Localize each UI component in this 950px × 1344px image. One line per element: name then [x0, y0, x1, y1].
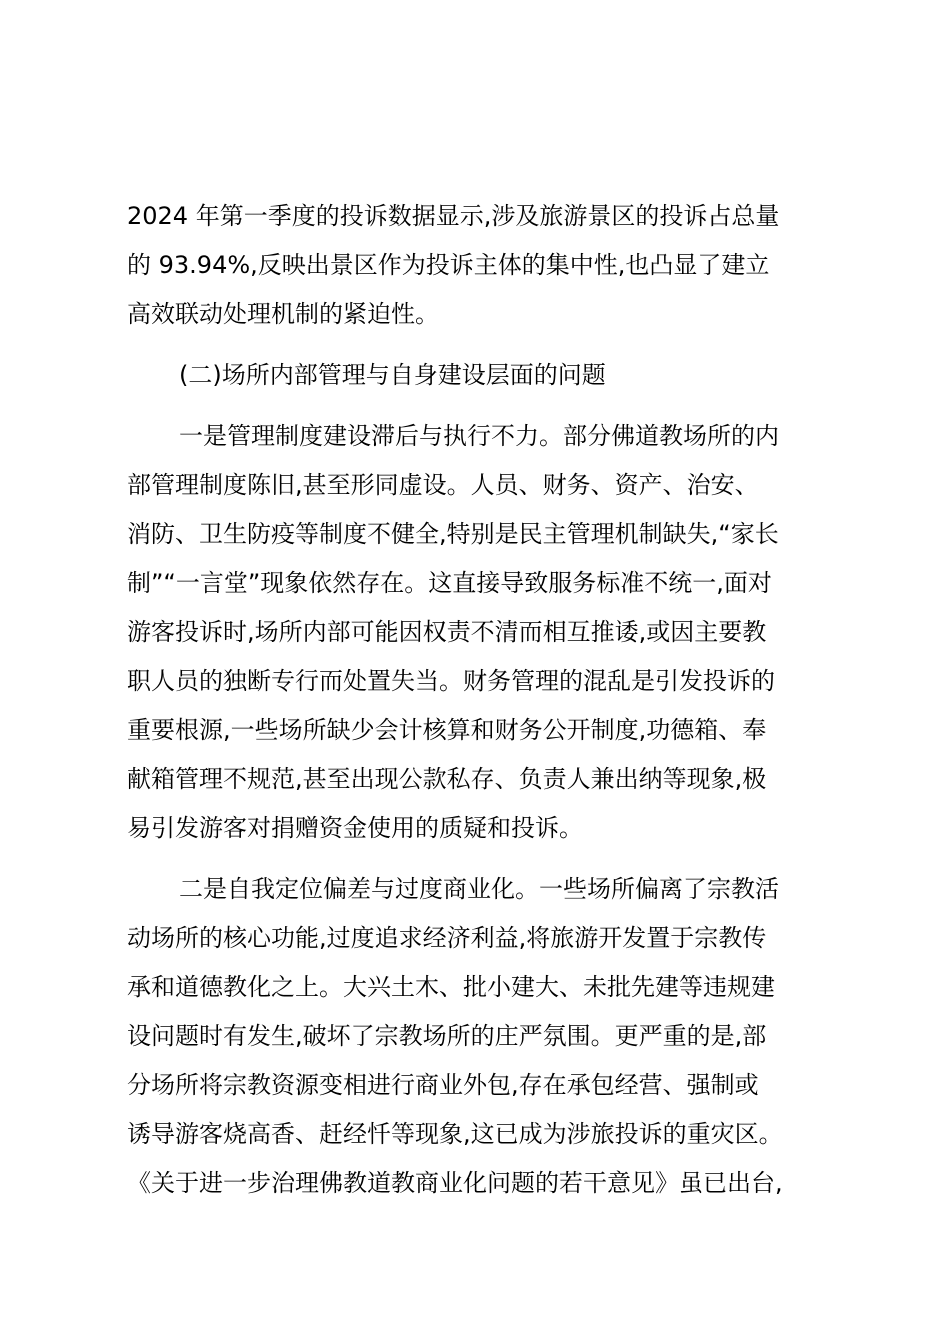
text-line: 消防、卫生防疫等制度不健全,特别是民主管理机制缺失,“家长 — [127, 520, 779, 548]
text-line: 职人员的独断专行而处置失当。财务管理的混乱是引发投诉的 — [127, 667, 775, 695]
text-line: 诱导游客烧高香、赶经忏等现象,这已成为涉旅投诉的重灾区。 — [127, 1120, 783, 1148]
text-line: 重要根源,一些场所缺少会计核算和财务公开制度,功德箱、奉 — [127, 716, 767, 744]
text-line: 制”“一言堂”现象依然存在。这直接导致服务标准不统一,面对 — [127, 569, 772, 597]
text-line: 易引发游客对捐赠资金使用的质疑和投诉。 — [127, 814, 583, 842]
text-line: 的 93.94%,反映出景区作为投诉主体的集中性,也凸显了建立 — [127, 251, 770, 279]
text-line: 献箱管理不规范,甚至出现公款私存、负责人兼出纳等现象,极 — [127, 765, 767, 793]
text-line: 分场所将宗教资源变相进行商业外包,存在承包经营、强制或 — [127, 1071, 759, 1099]
text-line: 动场所的核心功能,过度追求经济利益,将旅游开发置于宗教传 — [127, 924, 767, 952]
text-line: 游客投诉时,场所内部可能因权责不清而相互推诿,或因主要教 — [127, 618, 767, 646]
document-body — [127, 192, 827, 1208]
paragraph-commercialization — [127, 865, 827, 1208]
paragraph-management-system — [127, 412, 827, 853]
text-line: 二是自我定位偏差与过度商业化。一些场所偏离了宗教活 — [179, 875, 779, 903]
text-line: 设问题时有发生,破坏了宗教场所的庄严氛围。更严重的是,部 — [127, 1022, 767, 1050]
paragraph-complaint-data — [127, 192, 827, 339]
paragraph-spacer — [127, 853, 827, 865]
text-line: 2024 年第一季度的投诉数据显示,涉及旅游景区的投诉占总量 — [127, 202, 780, 230]
text-line: 一是管理制度建设滞后与执行不力。部分佛道教场所的内 — [179, 422, 779, 450]
text-line: 《关于进一步治理佛教道教商业化问题的若干意见》虽已出台, — [127, 1169, 783, 1197]
paragraph-spacer — [127, 400, 827, 412]
section-heading-text: (二)场所内部管理与自身建设层面的问题 — [179, 361, 606, 389]
text-line: 承和道德教化之上。大兴土木、批小建大、未批先建等违规建 — [127, 973, 775, 1001]
text-line: 部管理制度陈旧,甚至形同虚设。人员、财务、资产、治安、 — [127, 471, 759, 499]
section-heading — [127, 351, 827, 400]
text-line: 高效联动处理机制的紧迫性。 — [127, 300, 439, 328]
paragraph-spacer — [127, 339, 827, 351]
